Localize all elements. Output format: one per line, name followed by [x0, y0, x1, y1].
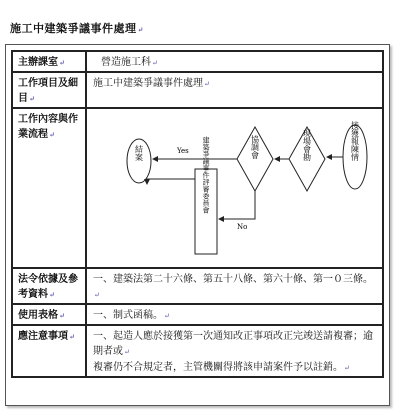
coordination-meeting-label: 協調會	[250, 135, 260, 159]
row-notes	[12, 325, 383, 377]
form-label: 使用表格↵	[12, 304, 86, 325]
notes-line-2: 複審仍不合規定者，主管機關得將該申請案件予以註銷。	[93, 362, 343, 373]
arrow-review-to-end	[147, 179, 195, 184]
law-value: 一、建築法第二十六條、第五十八條、第六十條、第一０三條。↵	[86, 268, 383, 304]
yes-label: Yes	[177, 147, 189, 155]
notes-value: 一、起造人應於接獲第一次通知改正事項改正完竣送請複審；逾期者或↵ 複審仍不合規定者，主管機關得將該申請案件予以註銷。↵	[86, 325, 383, 377]
flowchart	[87, 109, 393, 264]
row-flow	[12, 108, 383, 268]
dept-label: 主辦課室↵	[12, 51, 86, 72]
notes-line-1: 一、起造人應於接獲第一次通知改正事項改正完竣送請複審；逾期者或	[93, 331, 373, 357]
arrow-meeting-to-review	[219, 191, 255, 219]
no-label: No	[237, 223, 248, 231]
item-label: 工作項目及細目↵	[12, 72, 86, 108]
notes-label: 應注意事項↵	[12, 325, 86, 377]
flow-cell	[86, 108, 383, 268]
review-committee-label: 建築爭議事件評審委員會	[202, 136, 210, 214]
row-law	[12, 268, 383, 304]
site-inspection-label: 現場會勘	[302, 129, 312, 161]
item-value: 施工中建築爭議事件處理↵	[86, 72, 383, 108]
law-label: 法令依據及參考資料↵	[12, 268, 86, 304]
dept-value: 營造施工科↵	[86, 51, 383, 72]
row-item	[12, 72, 383, 108]
form-frame	[5, 44, 390, 406]
end-node-label: 結案	[134, 145, 144, 161]
document-title: 施工中建築爭議事件處理↵	[10, 22, 144, 35]
row-dept	[12, 51, 383, 72]
form-value: 一、制式函稿。↵	[86, 304, 383, 325]
procedure-table	[11, 50, 384, 378]
row-form	[12, 304, 383, 325]
flow-label: 工作內容與作業流程↵	[12, 108, 86, 268]
start-node-label: 接獲報陳情	[350, 121, 360, 161]
